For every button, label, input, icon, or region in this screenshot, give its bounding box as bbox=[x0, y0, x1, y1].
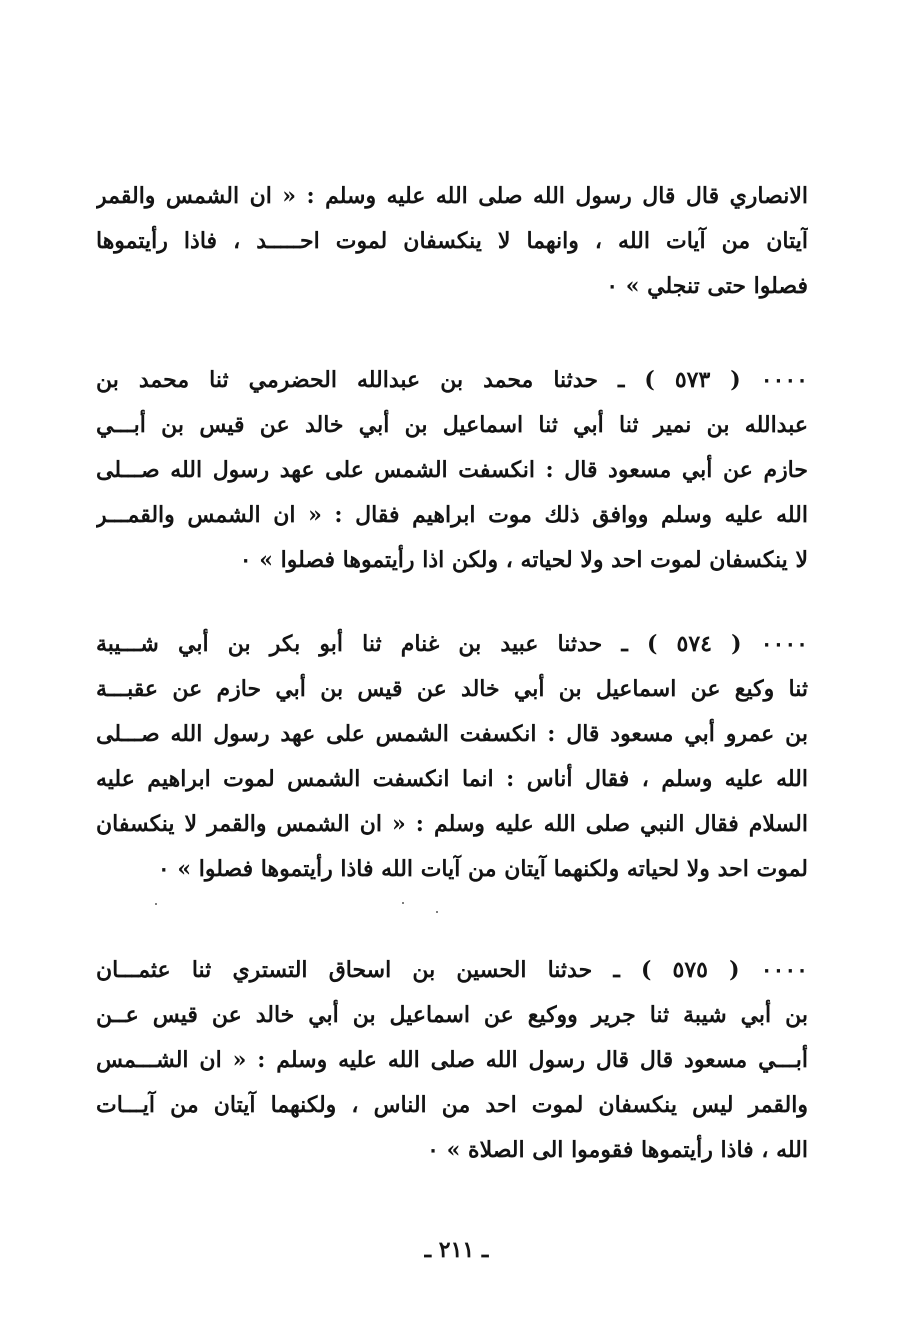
text-line: الله عليه وسلم ووافق ذلك موت ابراهيم فقال : « ان الشمس والقمـــر bbox=[96, 502, 808, 528]
scan-speck bbox=[402, 902, 404, 904]
text-line: لا ينكسفان لموت احد ولا لحياته ، ولكن اذا رأيتموها فصلوا » ٠ bbox=[239, 547, 808, 573]
text-line: السلام فقال النبي صلى الله عليه وسلم : « ان الشمس والقمر لا ينكسفان bbox=[96, 811, 808, 837]
paragraph-intro bbox=[96, 174, 808, 309]
text-line: حازم عن أبي مسعود قال : انكسفت الشمس على عهد رسول الله صـــلى bbox=[96, 457, 808, 483]
text-line: ٠٠٠٠ ( ٥٧٥ ) ـ حدثنا الحسين بن اسحاق التستري ثنا عثمـــان bbox=[96, 957, 808, 983]
text-line: فصلوا حتى تنجلي » ٠ bbox=[606, 273, 808, 299]
text-line: الانصاري قال قال رسول الله صلى الله عليه وسلم : « ان الشمس والقمر bbox=[96, 183, 808, 209]
text-line: ٠٠٠٠ ( ٥٧٤ ) ـ حدثنا عبيد بن غنام ثنا أبو بكر بن أبي شـــيبة bbox=[96, 631, 808, 657]
text-line: عبدالله بن نمير ثنا أبي ثنا اسماعيل بن أبي خالد عن قيس بن أبـــي bbox=[96, 412, 808, 438]
paragraph-hadith-573 bbox=[96, 358, 808, 583]
text-line: ثنا وكيع عن اسماعيل بن أبي خالد عن قيس بن أبي حازم عن عقبـــة bbox=[96, 676, 808, 702]
page-number: ـ ٢١١ ـ bbox=[424, 1237, 489, 1263]
scan-speck bbox=[436, 911, 438, 913]
paragraph-hadith-574 bbox=[96, 622, 808, 892]
text-line: بن عمرو أبي مسعود قال : انكسفت الشمس على عهد رسول الله صـــلى bbox=[96, 721, 808, 747]
text-line: لموت احد ولا لحياته ولكنهما آيتان من آيات الله فاذا رأيتموها فصلوا » ٠ bbox=[157, 856, 808, 882]
text-line: ٠٠٠٠ ( ٥٧٣ ) ـ حدثنا محمد بن عبدالله الحضرمي ثنا محمد بن bbox=[96, 367, 808, 393]
text-line: والقمر ليس ينكسفان لموت احد من الناس ، ولكنهما آيتان من آيـــات bbox=[96, 1092, 808, 1118]
text-line: الله ، فاذا رأيتموها فقوموا الى الصلاة » ٠ bbox=[427, 1137, 808, 1163]
text-line: بن أبي شيبة ثنا جرير ووكيع عن اسماعيل بن أبي خالد عن قيس عــن bbox=[96, 1002, 808, 1028]
text-line: أبـــي مسعود قال قال رسول الله صلى الله عليه وسلم : « ان الشـــمس bbox=[96, 1047, 808, 1073]
scan-speck bbox=[155, 903, 157, 905]
text-line: آيتان من آيات الله ، وانهما لا ينكسفان لموت احـــــد ، فاذا رأيتموها bbox=[96, 228, 808, 254]
text-line: الله عليه وسلم ، فقال أناس : انما انكسفت الشمس لموت ابراهيم عليه bbox=[96, 766, 808, 792]
paragraph-hadith-575 bbox=[96, 948, 808, 1173]
